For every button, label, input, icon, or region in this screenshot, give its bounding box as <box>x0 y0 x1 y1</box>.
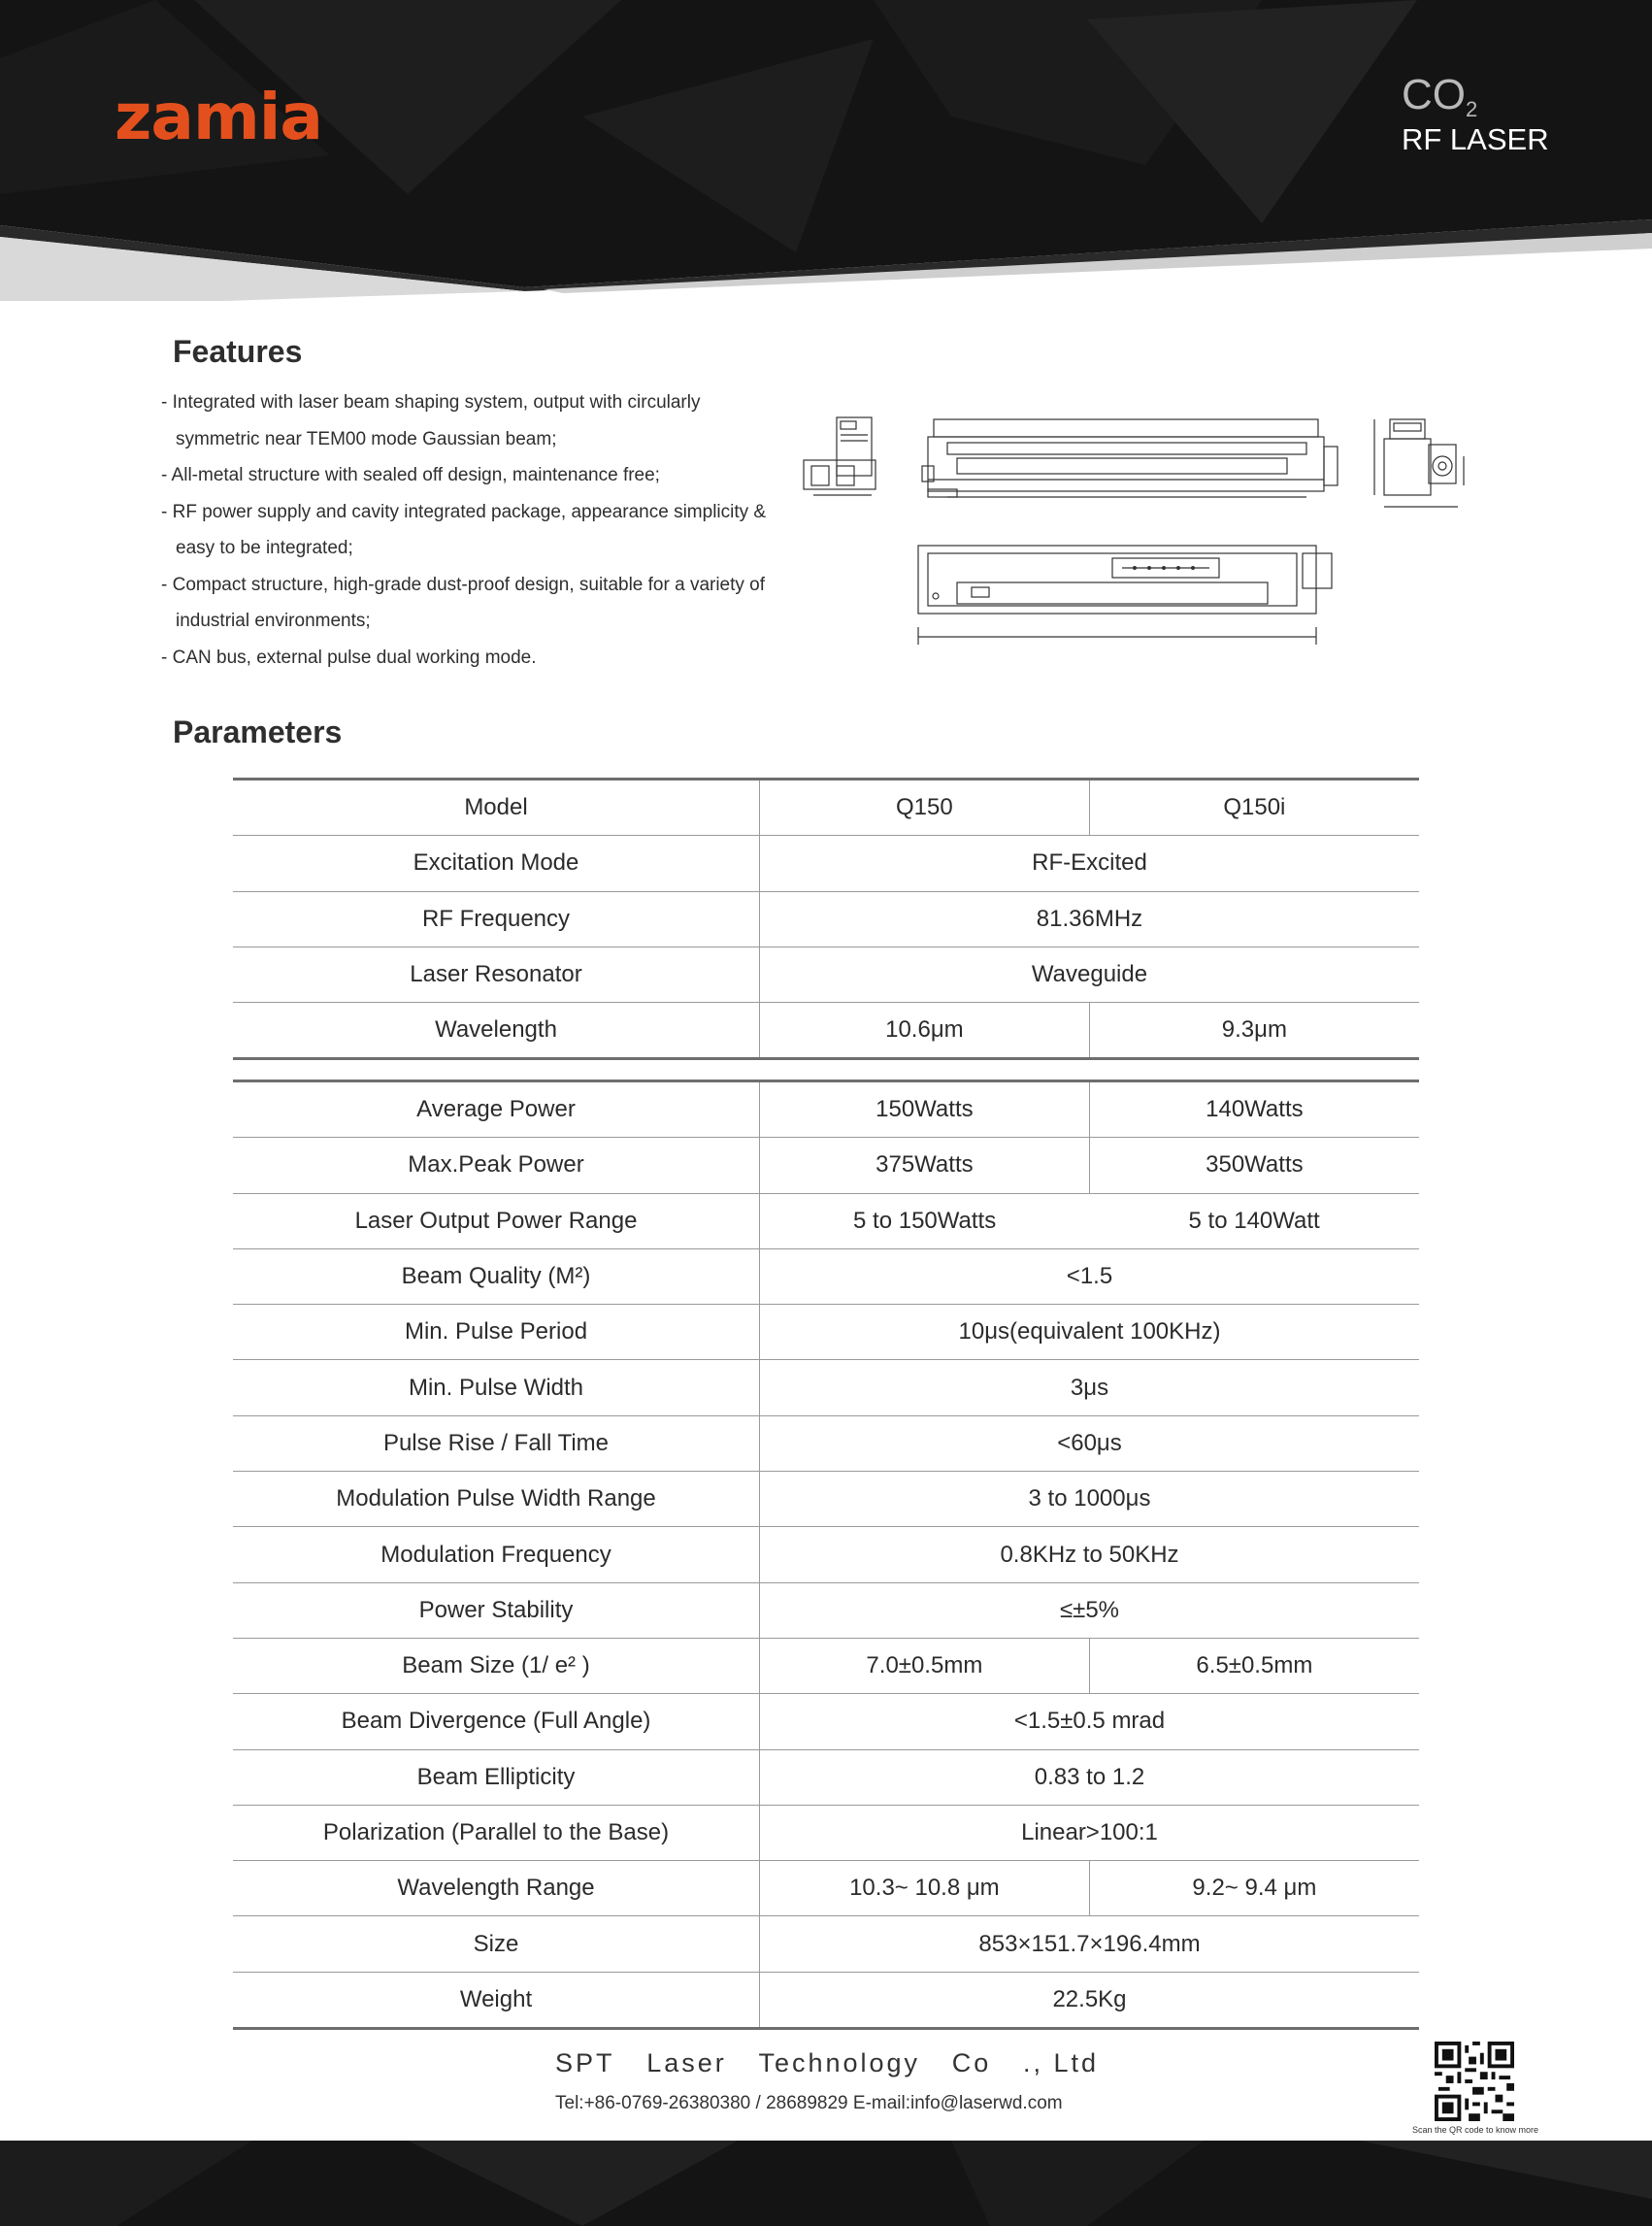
parameters-heading: Parameters <box>173 714 343 749</box>
param-value-both: <60μs <box>760 1415 1420 1471</box>
param-value-q150i: 9.2~ 9.4 μm <box>1089 1861 1419 1916</box>
table-row <box>233 1527 1419 1582</box>
param-value-q150: 10.6μm <box>760 1003 1090 1059</box>
laser-technical-drawing <box>802 408 1501 670</box>
param-value-both: 81.36MHz <box>760 891 1420 947</box>
header-banner <box>0 0 1652 301</box>
param-label: Power Stability <box>233 1582 760 1638</box>
co2-text: CO <box>1402 71 1466 118</box>
table-row <box>233 1749 1419 1805</box>
table-row <box>233 947 1419 1002</box>
feature-item: - Compact structure, high-grade dust-proof design, suitable for a variety of industrial environments; <box>161 574 766 631</box>
table-row <box>233 836 1419 891</box>
qr-code-icon <box>1435 2042 1514 2121</box>
param-value-both: <1.5±0.5 mrad <box>760 1694 1420 1749</box>
table-row <box>233 1694 1419 1749</box>
param-label: Laser Resonator <box>233 947 760 1002</box>
table-row <box>233 1081 1419 1138</box>
param-label: Polarization (Parallel to the Base) <box>233 1805 760 1860</box>
contact-info: Tel:+86-0769-26380380 / 28689829 E-mail:info@laserwd.com <box>555 2093 1063 2113</box>
param-label: Weight <box>233 1972 760 2028</box>
table-row <box>233 1305 1419 1360</box>
table-row <box>233 780 1419 836</box>
features-heading: Features <box>173 334 303 369</box>
param-label: Modulation Pulse Width Range <box>233 1472 760 1527</box>
param-value-both: 22.5Kg <box>760 1972 1420 2028</box>
param-value-both: 853×151.7×196.4mm <box>760 1916 1420 1972</box>
param-label: Model <box>233 780 760 836</box>
param-label: Beam Quality (M²) <box>233 1248 760 1304</box>
co2-subscript: 2 <box>1466 97 1478 121</box>
param-value-both: 0.83 to 1.2 <box>760 1749 1420 1805</box>
parameters-table-general <box>233 778 1419 1060</box>
param-label: Pulse Rise / Fall Time <box>233 1415 760 1471</box>
param-value-q150: 5 to 150Watts <box>760 1193 1090 1248</box>
table-row <box>233 1582 1419 1638</box>
param-value-q150i: 5 to 140Watt <box>1089 1193 1419 1248</box>
company-word: Co <box>951 2048 992 2077</box>
param-value-q150i: 9.3μm <box>1089 1003 1419 1059</box>
param-label: RF Frequency <box>233 891 760 947</box>
param-label: Excitation Mode <box>233 836 760 891</box>
table-row <box>233 1003 1419 1059</box>
param-label: Min. Pulse Period <box>233 1305 760 1360</box>
qr-caption: Scan the QR code to know more <box>1411 2125 1539 2135</box>
param-value-both: 10μs(equivalent 100KHz) <box>760 1305 1420 1360</box>
param-value-both: ≤±5% <box>760 1582 1420 1638</box>
param-label: Max.Peak Power <box>233 1138 760 1193</box>
table-row <box>233 1193 1419 1248</box>
table-row <box>233 891 1419 947</box>
param-label: Min. Pulse Width <box>233 1360 760 1415</box>
table-row <box>233 1248 1419 1304</box>
table-row <box>233 1138 1419 1193</box>
param-value-q150i: 140Watts <box>1089 1081 1419 1138</box>
feature-item: - Integrated with laser beam shaping system, output with circularly symmetric near TEM00 mode Gaussian beam; <box>161 392 701 449</box>
param-value-both: <1.5 <box>760 1248 1420 1304</box>
param-label: Wavelength Range <box>233 1861 760 1916</box>
param-value-q150i: Q150i <box>1089 780 1419 836</box>
param-value-q150: 7.0±0.5mm <box>760 1638 1090 1693</box>
param-label: Beam Ellipticity <box>233 1749 760 1805</box>
table-row <box>233 1472 1419 1527</box>
company-word: Technology <box>758 2048 921 2077</box>
features-list <box>161 384 782 676</box>
param-label: Size <box>233 1916 760 1972</box>
company-word: Laser <box>646 2048 727 2077</box>
param-value-q150: Q150 <box>760 780 1090 836</box>
param-value-both: Waveguide <box>760 947 1420 1002</box>
param-label: Beam Size (1/ e² ) <box>233 1638 760 1693</box>
feature-item: - RF power supply and cavity integrated package, appearance simplicity & easy to be integrated; <box>161 501 767 558</box>
footer-banner <box>0 2141 1652 2226</box>
feature-item: - All-metal structure with sealed off design, maintenance free; <box>161 465 660 485</box>
table-row <box>233 1861 1419 1916</box>
brand-logo: zamia <box>115 80 322 154</box>
param-value-both: 3 to 1000μs <box>760 1472 1420 1527</box>
table-row <box>233 1972 1419 2028</box>
param-value-both: Linear>100:1 <box>760 1805 1420 1860</box>
param-label: Average Power <box>233 1081 760 1138</box>
table-row <box>233 1415 1419 1471</box>
param-value-both: 3μs <box>760 1360 1420 1415</box>
param-value-q150i: 6.5±0.5mm <box>1089 1638 1419 1693</box>
table-row <box>233 1805 1419 1860</box>
company-name <box>555 2048 1099 2078</box>
param-value-q150: 10.3~ 10.8 μm <box>760 1861 1090 1916</box>
param-value-q150: 375Watts <box>760 1138 1090 1193</box>
table-row <box>233 1916 1419 1972</box>
company-word: SPT <box>555 2048 615 2077</box>
table-row <box>233 1638 1419 1693</box>
param-value-both: RF-Excited <box>760 836 1420 891</box>
parameters-table-performance <box>233 1080 1419 2030</box>
company-word: ., Ltd <box>1022 2048 1099 2077</box>
product-title-rf-laser: RF LASER <box>1402 122 1549 156</box>
param-value-q150i: 350Watts <box>1089 1138 1419 1193</box>
param-label: Beam Divergence (Full Angle) <box>233 1694 760 1749</box>
param-label: Wavelength <box>233 1003 760 1059</box>
param-label: Modulation Frequency <box>233 1527 760 1582</box>
param-value-q150: 150Watts <box>760 1081 1090 1138</box>
param-label: Laser Output Power Range <box>233 1193 760 1248</box>
product-title-co2 <box>1402 71 1478 121</box>
param-value-both: 0.8KHz to 50KHz <box>760 1527 1420 1582</box>
feature-item: - CAN bus, external pulse dual working mode. <box>161 647 537 668</box>
table-row <box>233 1360 1419 1415</box>
